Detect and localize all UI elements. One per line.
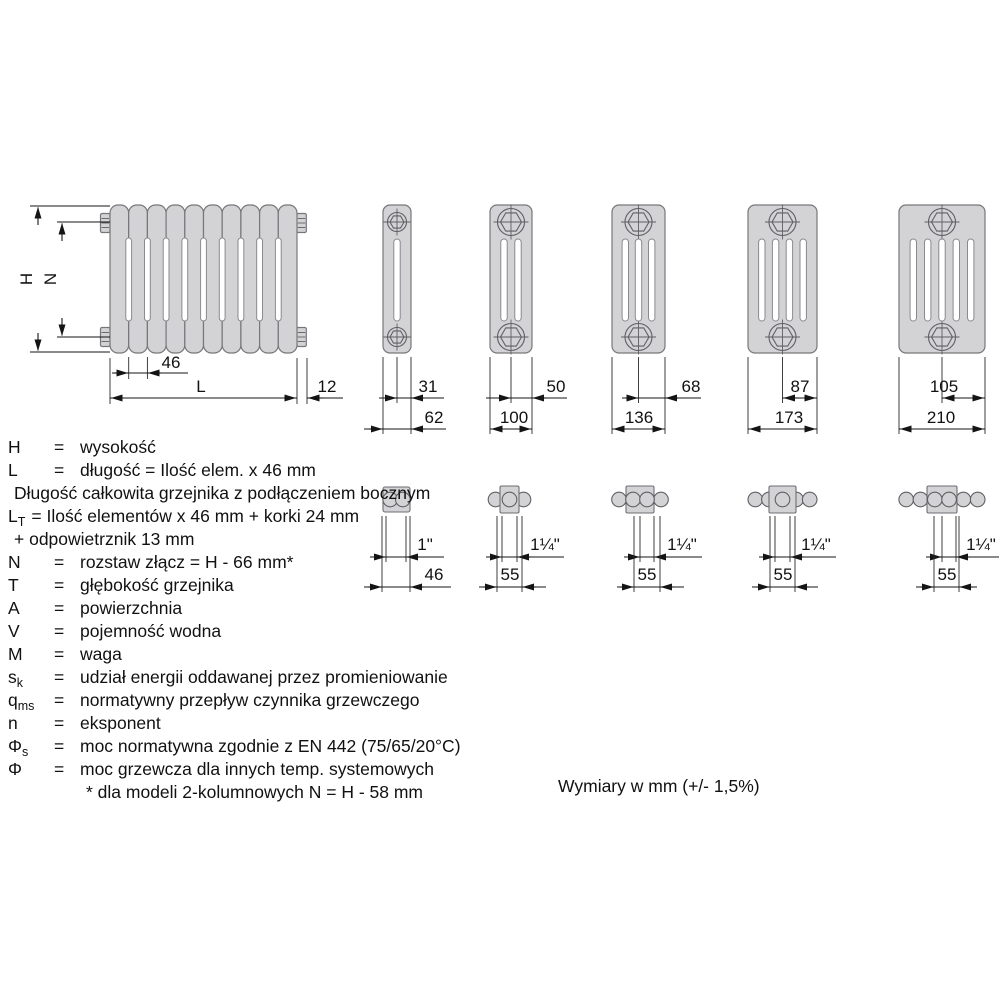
legend-equals: = [54, 460, 65, 480]
legend-row [8, 598, 528, 621]
legend-desc: długość = Ilość elem. x 46 mm [80, 460, 316, 480]
pitch-dim: 55 [637, 565, 657, 584]
legend-desc: moc normatywna zgodnie z EN 442 (75/65/20°C) [80, 736, 461, 756]
length-dim-label: L [196, 377, 206, 396]
legend-equals: = [54, 667, 65, 687]
full-depth-dim: 210 [926, 408, 956, 427]
element-pitch-dim-label: 46 [161, 353, 181, 372]
legend-desc: wysokość [80, 437, 156, 457]
legend-desc: normatywny przepływ czynnika grzewczego [80, 690, 420, 710]
pipe-thread-dim: 1¼" [966, 535, 996, 554]
legend-desc: rozstaw złącz = H - 66 mm* [80, 552, 294, 572]
cross-section-6col [899, 205, 985, 435]
end-offset-dim-label: 12 [317, 377, 337, 396]
legend-row [8, 644, 528, 667]
legend-equals: = [54, 644, 65, 664]
pipe-thread-dim: 1" [417, 535, 433, 554]
legend-symbol: n [8, 713, 18, 733]
pitch-dim: 46 [424, 565, 444, 584]
legend-symbol: V [8, 621, 20, 641]
legend-desc: pojemność wodna [80, 621, 222, 641]
legend-desc: powierzchnia [80, 598, 183, 618]
full-depth-dim: 62 [424, 408, 444, 427]
legend-symbol: $L_T$ [8, 506, 26, 529]
legend-row [8, 460, 528, 483]
front-view-radiator [101, 205, 307, 353]
half-depth-dim: 68 [681, 377, 701, 396]
pipe-thread-dim: 1¼" [530, 535, 560, 554]
pitch-dim: 55 [937, 565, 957, 584]
legend-row [8, 483, 528, 506]
legend-symbol: T [8, 575, 19, 595]
half-depth-dim: 87 [790, 377, 810, 396]
top-view-4col [612, 486, 702, 592]
legend-equals: = [54, 759, 65, 779]
legend-symbol: H [8, 437, 21, 457]
legend-symbol: $\Phi_s$ [8, 736, 29, 759]
symbol-legend [8, 437, 528, 805]
cross-section-3col [486, 205, 567, 435]
legend-symbol: Φ [8, 759, 22, 779]
full-depth-dim: 136 [624, 408, 654, 427]
legend-equals: = [54, 736, 65, 756]
legend-row [8, 713, 528, 736]
legend-desc: udział energii oddawanej przez promieniowanie [80, 667, 448, 687]
legend-desc: Długość całkowita grzejnika z podłączeniem bocznym [14, 483, 431, 503]
cross-section-4col [612, 205, 701, 435]
cross-section-5col [748, 205, 817, 435]
legend-desc: głębokość grzejnika [80, 575, 234, 595]
cross-section-2col [364, 205, 446, 434]
legend-row [8, 759, 528, 782]
legend-row [8, 621, 528, 644]
legend-symbol: M [8, 644, 23, 664]
legend-desc: waga [80, 644, 122, 664]
pipe-thread-dim: 1¼" [801, 535, 831, 554]
legend-row [8, 552, 528, 575]
connection-stub-icon [101, 214, 111, 233]
legend-symbol: L [8, 460, 18, 480]
top-view-6col [899, 486, 999, 592]
legend-equals: = [54, 552, 65, 572]
legend-row [8, 782, 528, 805]
dimensions-tolerance-note: Wymiary w mm (+/- 1,5%) [558, 776, 760, 796]
legend-equals: = [54, 621, 65, 641]
height-dim-label: H [17, 272, 36, 286]
legend-row [8, 529, 528, 552]
legend-row [8, 667, 528, 690]
legend-desc: moc grzewcza dla innych temp. systemowych [80, 759, 435, 779]
pipe-thread-dim: 1¼" [667, 535, 697, 554]
legend-symbol: A [8, 598, 20, 618]
legend-equals: = [54, 575, 65, 595]
legend-equals: = [54, 437, 65, 457]
legend-equals: = [54, 690, 65, 710]
half-depth-dim: 50 [546, 377, 566, 396]
pitch-dim: 55 [500, 565, 520, 584]
legend-row [8, 690, 528, 713]
legend-desc: * dla modeli 2-kolumnowych N = H - 58 mm [86, 782, 423, 802]
legend-equals: = [54, 713, 65, 733]
legend-symbol: N [8, 552, 21, 572]
pitch-dim: 55 [773, 565, 793, 584]
legend-row [8, 437, 528, 460]
legend-row [8, 506, 528, 529]
legend-symbol: $q_{ms}$ [8, 690, 35, 713]
legend-desc: = Ilość elementów x 46 mm + korki 24 mm [31, 506, 360, 526]
legend-desc: + odpowietrznik 13 mm [14, 529, 195, 549]
legend-row [8, 736, 528, 759]
legend-equals: = [54, 598, 65, 618]
connection-stub-icon [297, 214, 307, 233]
legend-row [8, 575, 528, 598]
pipe-spacing-dim-label: N [41, 272, 60, 286]
connection-stub-icon [297, 328, 307, 347]
legend-symbol: $s_k$ [8, 667, 23, 690]
half-depth-dim: 31 [418, 377, 438, 396]
full-depth-dim: 100 [499, 408, 529, 427]
top-view-5col [748, 486, 836, 592]
legend-desc: eksponent [80, 713, 161, 733]
full-depth-dim: 173 [774, 408, 804, 427]
half-depth-dim: 105 [929, 377, 959, 396]
